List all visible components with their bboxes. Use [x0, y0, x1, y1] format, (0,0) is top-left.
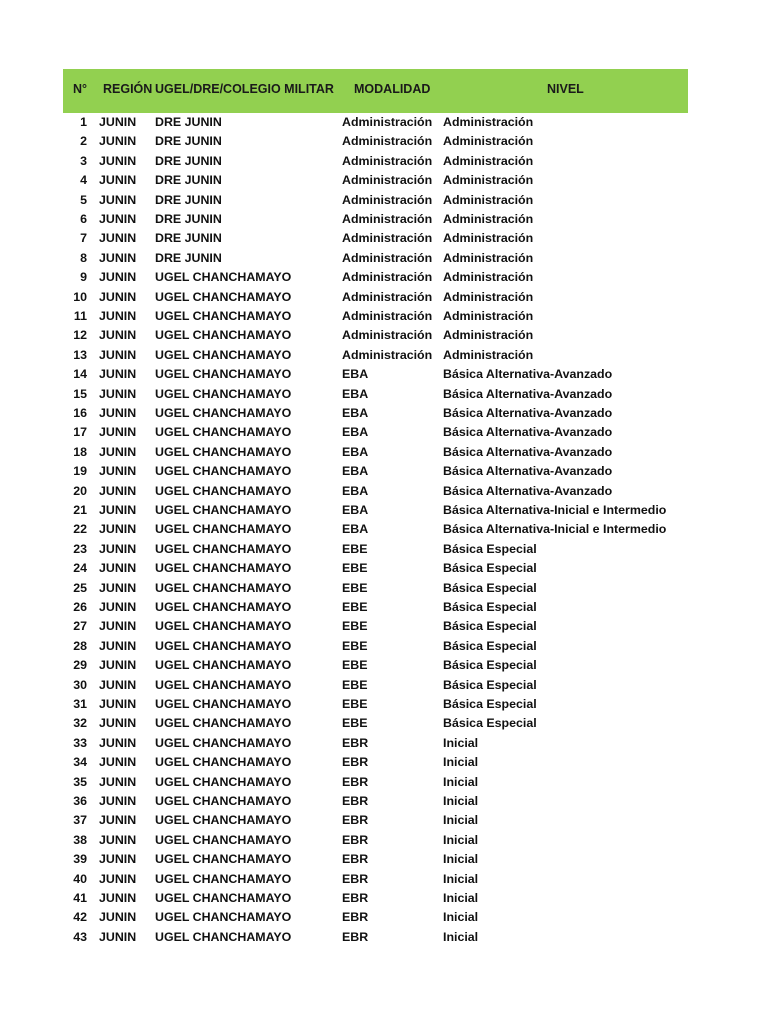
- row-region: JUNIN: [99, 231, 137, 246]
- row-ugel: UGEL CHANCHAMAYO: [155, 367, 292, 382]
- row-ugel: UGEL CHANCHAMAYO: [155, 619, 292, 634]
- row-modalidad: EBR: [342, 929, 369, 944]
- row-modalidad: EBR: [342, 891, 369, 905]
- row-nivel: Básica Especial: [443, 658, 537, 673]
- row-number: 11: [73, 309, 87, 323]
- row-modalidad: Administración: [342, 153, 433, 168]
- row-ugel: UGEL CHANCHAMAYO: [155, 871, 292, 886]
- row-ugel: UGEL CHANCHAMAYO: [155, 464, 292, 479]
- table-row: [0, 113, 768, 132]
- row-nivel: Administración: [443, 134, 534, 149]
- row-number: 39: [73, 852, 87, 867]
- table-row: [0, 540, 768, 559]
- row-modalidad: EBE: [342, 541, 368, 556]
- row-modalidad: Administración: [342, 309, 433, 323]
- header-ugel: UGEL/DRE/COLEGIO MILITAR: [155, 82, 334, 96]
- table-row: [0, 792, 768, 811]
- row-region: JUNIN: [99, 134, 137, 149]
- row-nivel: Inicial: [443, 852, 479, 867]
- row-number: 24: [73, 561, 87, 576]
- row-nivel: Básica Alternativa-Avanzado: [443, 444, 613, 459]
- row-ugel: UGEL CHANCHAMAYO: [155, 270, 292, 285]
- row-modalidad: Administración: [342, 250, 433, 265]
- row-modalidad: EBR: [342, 871, 369, 886]
- row-modalidad: EBA: [342, 464, 369, 479]
- row-number: 5: [80, 192, 87, 207]
- row-modalidad: EBA: [342, 386, 369, 401]
- row-ugel: UGEL CHANCHAMAYO: [155, 600, 292, 614]
- table-row: [0, 598, 768, 617]
- table-header: [63, 69, 688, 113]
- row-region: JUNIN: [99, 522, 137, 537]
- row-ugel: DRE JUNIN: [155, 134, 222, 149]
- row-ugel: UGEL CHANCHAMAYO: [155, 347, 292, 362]
- row-number: 28: [73, 638, 87, 653]
- row-modalidad: Administración: [342, 212, 433, 226]
- row-region: JUNIN: [99, 600, 137, 614]
- table-row: [0, 404, 768, 423]
- table-row: [0, 307, 768, 326]
- row-modalidad: EBR: [342, 910, 369, 925]
- row-number: 17: [73, 425, 87, 440]
- row-region: JUNIN: [99, 852, 137, 867]
- row-nivel: Básica Alternativa-Inicial e Intermedio: [443, 522, 667, 537]
- row-nivel: Básica Especial: [443, 716, 537, 731]
- row-nivel: Básica Alternativa-Avanzado: [443, 483, 613, 498]
- table-row: [0, 850, 768, 869]
- row-modalidad: EBE: [342, 658, 368, 673]
- row-number: 18: [73, 444, 87, 459]
- row-modalidad: Administración: [342, 192, 433, 207]
- row-modalidad: Administración: [342, 289, 433, 304]
- row-modalidad: EBR: [342, 813, 369, 828]
- header-nivel: NIVEL: [547, 82, 584, 96]
- row-number: 10: [73, 289, 87, 304]
- row-modalidad: Administración: [342, 134, 433, 149]
- row-number: 27: [73, 619, 87, 634]
- row-region: JUNIN: [99, 794, 137, 808]
- table-row: [0, 482, 768, 501]
- row-modalidad: Administración: [342, 270, 433, 285]
- row-nivel: Básica Especial: [443, 638, 537, 653]
- row-region: JUNIN: [99, 755, 137, 770]
- row-number: 7: [80, 231, 87, 246]
- row-region: JUNIN: [99, 115, 137, 129]
- table-row: [0, 443, 768, 462]
- row-modalidad: EBA: [342, 522, 369, 537]
- table-row: [0, 249, 768, 268]
- row-nivel: Inicial: [443, 832, 479, 847]
- table-row: [0, 268, 768, 287]
- row-region: JUNIN: [99, 541, 137, 556]
- row-nivel: Inicial: [443, 755, 479, 770]
- row-region: JUNIN: [99, 832, 137, 847]
- table-row: [0, 928, 768, 947]
- row-ugel: UGEL CHANCHAMAYO: [155, 891, 292, 905]
- row-region: JUNIN: [99, 192, 137, 207]
- row-region: JUNIN: [99, 774, 137, 789]
- row-region: JUNIN: [99, 891, 137, 905]
- row-nivel: Básica Alternativa-Avanzado: [443, 425, 613, 440]
- row-modalidad: EBR: [342, 794, 369, 808]
- row-modalidad: EBA: [342, 406, 369, 420]
- row-ugel: UGEL CHANCHAMAYO: [155, 444, 292, 459]
- table-row: [0, 288, 768, 307]
- row-nivel: Básica Especial: [443, 580, 537, 595]
- table-row: [0, 423, 768, 442]
- row-nivel: Básica Alternativa-Avanzado: [443, 464, 613, 479]
- row-region: JUNIN: [99, 697, 137, 711]
- row-number: 40: [73, 871, 87, 886]
- row-region: JUNIN: [99, 813, 137, 828]
- table-row: [0, 753, 768, 772]
- row-number: 15: [73, 386, 87, 401]
- row-number: 13: [73, 347, 87, 362]
- row-number: 16: [73, 406, 87, 420]
- row-ugel: DRE JUNIN: [155, 231, 222, 246]
- row-ugel: UGEL CHANCHAMAYO: [155, 406, 292, 420]
- header-number: N°: [73, 82, 88, 96]
- row-region: JUNIN: [99, 173, 137, 188]
- table-row: [0, 520, 768, 539]
- row-nivel: Inicial: [443, 891, 479, 905]
- row-ugel: UGEL CHANCHAMAYO: [155, 638, 292, 653]
- row-ugel: UGEL CHANCHAMAYO: [155, 561, 292, 576]
- row-nivel: Administración: [443, 289, 534, 304]
- row-modalidad: Administración: [342, 173, 433, 188]
- row-number: 30: [73, 677, 87, 692]
- row-ugel: DRE JUNIN: [155, 192, 222, 207]
- row-modalidad: EBA: [342, 367, 369, 382]
- row-nivel: Inicial: [443, 735, 479, 750]
- row-ugel: UGEL CHANCHAMAYO: [155, 289, 292, 304]
- row-nivel: Básica Especial: [443, 600, 537, 614]
- row-nivel: Administración: [443, 270, 534, 285]
- table-row: [0, 889, 768, 908]
- table-row: [0, 152, 768, 171]
- row-region: JUNIN: [99, 619, 137, 634]
- row-region: JUNIN: [99, 153, 137, 168]
- row-nivel: Inicial: [443, 910, 479, 925]
- row-nivel: Básica Especial: [443, 561, 537, 576]
- row-nivel: Inicial: [443, 813, 479, 828]
- table-row: [0, 773, 768, 792]
- row-region: JUNIN: [99, 871, 137, 886]
- row-ugel: UGEL CHANCHAMAYO: [155, 929, 292, 944]
- row-nivel: Básica Alternativa-Avanzado: [443, 406, 613, 420]
- row-ugel: DRE JUNIN: [155, 212, 222, 226]
- row-nivel: Inicial: [443, 794, 479, 808]
- row-ugel: UGEL CHANCHAMAYO: [155, 852, 292, 867]
- row-ugel: UGEL CHANCHAMAYO: [155, 774, 292, 789]
- row-region: JUNIN: [99, 658, 137, 673]
- row-number: 9: [80, 270, 87, 285]
- row-nivel: Administración: [443, 309, 534, 323]
- row-number: 33: [73, 735, 87, 750]
- row-modalidad: EBE: [342, 716, 368, 731]
- row-number: 42: [73, 910, 87, 925]
- row-modalidad: EBE: [342, 561, 368, 576]
- row-nivel: Básica Especial: [443, 677, 537, 692]
- row-ugel: UGEL CHANCHAMAYO: [155, 677, 292, 692]
- row-ugel: UGEL CHANCHAMAYO: [155, 716, 292, 731]
- row-nivel: Administración: [443, 153, 534, 168]
- row-region: JUNIN: [99, 483, 137, 498]
- table-row: [0, 501, 768, 520]
- row-number: 2: [80, 134, 87, 149]
- table-row: [0, 559, 768, 578]
- row-modalidad: Administración: [342, 231, 433, 246]
- table-row: [0, 132, 768, 151]
- row-ugel: DRE JUNIN: [155, 115, 222, 129]
- row-region: JUNIN: [99, 347, 137, 362]
- row-ugel: UGEL CHANCHAMAYO: [155, 503, 292, 517]
- row-nivel: Inicial: [443, 774, 479, 789]
- row-nivel: Administración: [443, 192, 534, 207]
- row-nivel: Administración: [443, 173, 534, 188]
- row-modalidad: EBA: [342, 503, 369, 517]
- header-region: REGIÓN: [103, 82, 153, 96]
- table-row: [0, 870, 768, 889]
- row-modalidad: EBE: [342, 580, 368, 595]
- row-modalidad: EBR: [342, 755, 369, 770]
- row-ugel: UGEL CHANCHAMAYO: [155, 386, 292, 401]
- row-region: JUNIN: [99, 716, 137, 731]
- table-row: [0, 831, 768, 850]
- row-ugel: UGEL CHANCHAMAYO: [155, 425, 292, 440]
- row-region: JUNIN: [99, 212, 137, 226]
- row-ugel: UGEL CHANCHAMAYO: [155, 522, 292, 537]
- row-modalidad: EBA: [342, 425, 369, 440]
- row-region: JUNIN: [99, 444, 137, 459]
- row-number: 6: [80, 212, 87, 226]
- row-number: 37: [73, 813, 87, 828]
- table-row: [0, 229, 768, 248]
- row-number: 12: [73, 328, 87, 343]
- table-row: [0, 695, 768, 714]
- table-row: [0, 637, 768, 656]
- row-ugel: UGEL CHANCHAMAYO: [155, 910, 292, 925]
- row-nivel: Inicial: [443, 929, 479, 944]
- row-modalidad: Administración: [342, 347, 433, 362]
- row-ugel: UGEL CHANCHAMAYO: [155, 309, 292, 323]
- row-region: JUNIN: [99, 638, 137, 653]
- table-row: [0, 617, 768, 636]
- table-row: [0, 656, 768, 675]
- row-number: 21: [73, 503, 87, 517]
- row-nivel: Básica Alternativa-Avanzado: [443, 367, 613, 382]
- table-row: [0, 908, 768, 927]
- table-row: [0, 346, 768, 365]
- row-region: JUNIN: [99, 250, 137, 265]
- row-modalidad: EBE: [342, 697, 368, 711]
- row-number: 29: [73, 658, 87, 673]
- row-region: JUNIN: [99, 309, 137, 323]
- row-modalidad: EBA: [342, 483, 369, 498]
- table-row: [0, 734, 768, 753]
- table-row: [0, 365, 768, 384]
- row-ugel: UGEL CHANCHAMAYO: [155, 813, 292, 828]
- row-number: 38: [73, 832, 87, 847]
- row-modalidad: Administración: [342, 115, 433, 129]
- table-row: [0, 462, 768, 481]
- row-nivel: Administración: [443, 347, 534, 362]
- row-modalidad: EBR: [342, 852, 369, 867]
- table-row: [0, 714, 768, 733]
- row-number: 41: [73, 891, 87, 905]
- row-ugel: UGEL CHANCHAMAYO: [155, 541, 292, 556]
- row-modalidad: Administración: [342, 328, 433, 343]
- row-number: 23: [73, 541, 87, 556]
- table-row: [0, 326, 768, 345]
- row-modalidad: EBR: [342, 735, 369, 750]
- row-number: 22: [73, 522, 87, 537]
- row-number: 35: [73, 774, 87, 789]
- row-number: 43: [73, 929, 87, 944]
- row-nivel: Inicial: [443, 871, 479, 886]
- row-region: JUNIN: [99, 910, 137, 925]
- row-ugel: DRE JUNIN: [155, 173, 222, 188]
- row-ugel: UGEL CHANCHAMAYO: [155, 735, 292, 750]
- row-modalidad: EBE: [342, 677, 368, 692]
- row-nivel: Administración: [443, 250, 534, 265]
- row-ugel: UGEL CHANCHAMAYO: [155, 580, 292, 595]
- row-number: 4: [80, 173, 87, 188]
- row-number: 19: [73, 464, 87, 479]
- row-region: JUNIN: [99, 386, 137, 401]
- row-region: JUNIN: [99, 677, 137, 692]
- row-ugel: UGEL CHANCHAMAYO: [155, 697, 292, 711]
- row-modalidad: EBR: [342, 774, 369, 789]
- row-region: JUNIN: [99, 580, 137, 595]
- row-region: JUNIN: [99, 406, 137, 420]
- row-nivel: Administración: [443, 328, 534, 343]
- row-region: JUNIN: [99, 503, 137, 517]
- row-number: 36: [73, 794, 87, 808]
- header-modalidad: MODALIDAD: [354, 82, 431, 96]
- row-number: 8: [80, 250, 87, 265]
- row-nivel: Administración: [443, 212, 534, 226]
- row-modalidad: EBR: [342, 832, 369, 847]
- row-number: 26: [73, 600, 87, 614]
- row-nivel: Básica Alternativa-Inicial e Intermedio: [443, 503, 667, 517]
- row-nivel: Básica Alternativa-Avanzado: [443, 386, 613, 401]
- row-modalidad: EBE: [342, 600, 368, 614]
- row-number: 20: [73, 483, 87, 498]
- table-row: [0, 811, 768, 830]
- row-region: JUNIN: [99, 367, 137, 382]
- row-ugel: UGEL CHANCHAMAYO: [155, 794, 292, 808]
- row-ugel: DRE JUNIN: [155, 250, 222, 265]
- row-modalidad: EBE: [342, 638, 368, 653]
- table-row: [0, 191, 768, 210]
- row-ugel: UGEL CHANCHAMAYO: [155, 328, 292, 343]
- row-region: JUNIN: [99, 929, 137, 944]
- row-number: 1: [80, 115, 87, 129]
- row-number: 34: [73, 755, 87, 770]
- table-row: [0, 579, 768, 598]
- row-number: 3: [80, 153, 87, 168]
- row-nivel: Administración: [443, 231, 534, 246]
- row-modalidad: EBE: [342, 619, 368, 634]
- table-row: [0, 171, 768, 190]
- row-nivel: Administración: [443, 115, 534, 129]
- table-row: [0, 676, 768, 695]
- row-region: JUNIN: [99, 328, 137, 343]
- row-ugel: UGEL CHANCHAMAYO: [155, 658, 292, 673]
- row-ugel: UGEL CHANCHAMAYO: [155, 755, 292, 770]
- row-number: 14: [73, 367, 87, 382]
- row-region: JUNIN: [99, 289, 137, 304]
- row-number: 25: [73, 580, 87, 595]
- row-region: JUNIN: [99, 270, 137, 285]
- row-number: 31: [73, 697, 87, 711]
- row-modalidad: EBA: [342, 444, 369, 459]
- table-row: [0, 385, 768, 404]
- row-region: JUNIN: [99, 464, 137, 479]
- row-number: 32: [73, 716, 87, 731]
- row-region: JUNIN: [99, 561, 137, 576]
- row-region: JUNIN: [99, 425, 137, 440]
- row-region: JUNIN: [99, 735, 137, 750]
- row-nivel: Básica Especial: [443, 541, 537, 556]
- row-ugel: UGEL CHANCHAMAYO: [155, 832, 292, 847]
- row-nivel: Básica Especial: [443, 619, 537, 634]
- row-ugel: DRE JUNIN: [155, 153, 222, 168]
- table-row: [0, 210, 768, 229]
- row-nivel: Básica Especial: [443, 697, 537, 711]
- row-ugel: UGEL CHANCHAMAYO: [155, 483, 292, 498]
